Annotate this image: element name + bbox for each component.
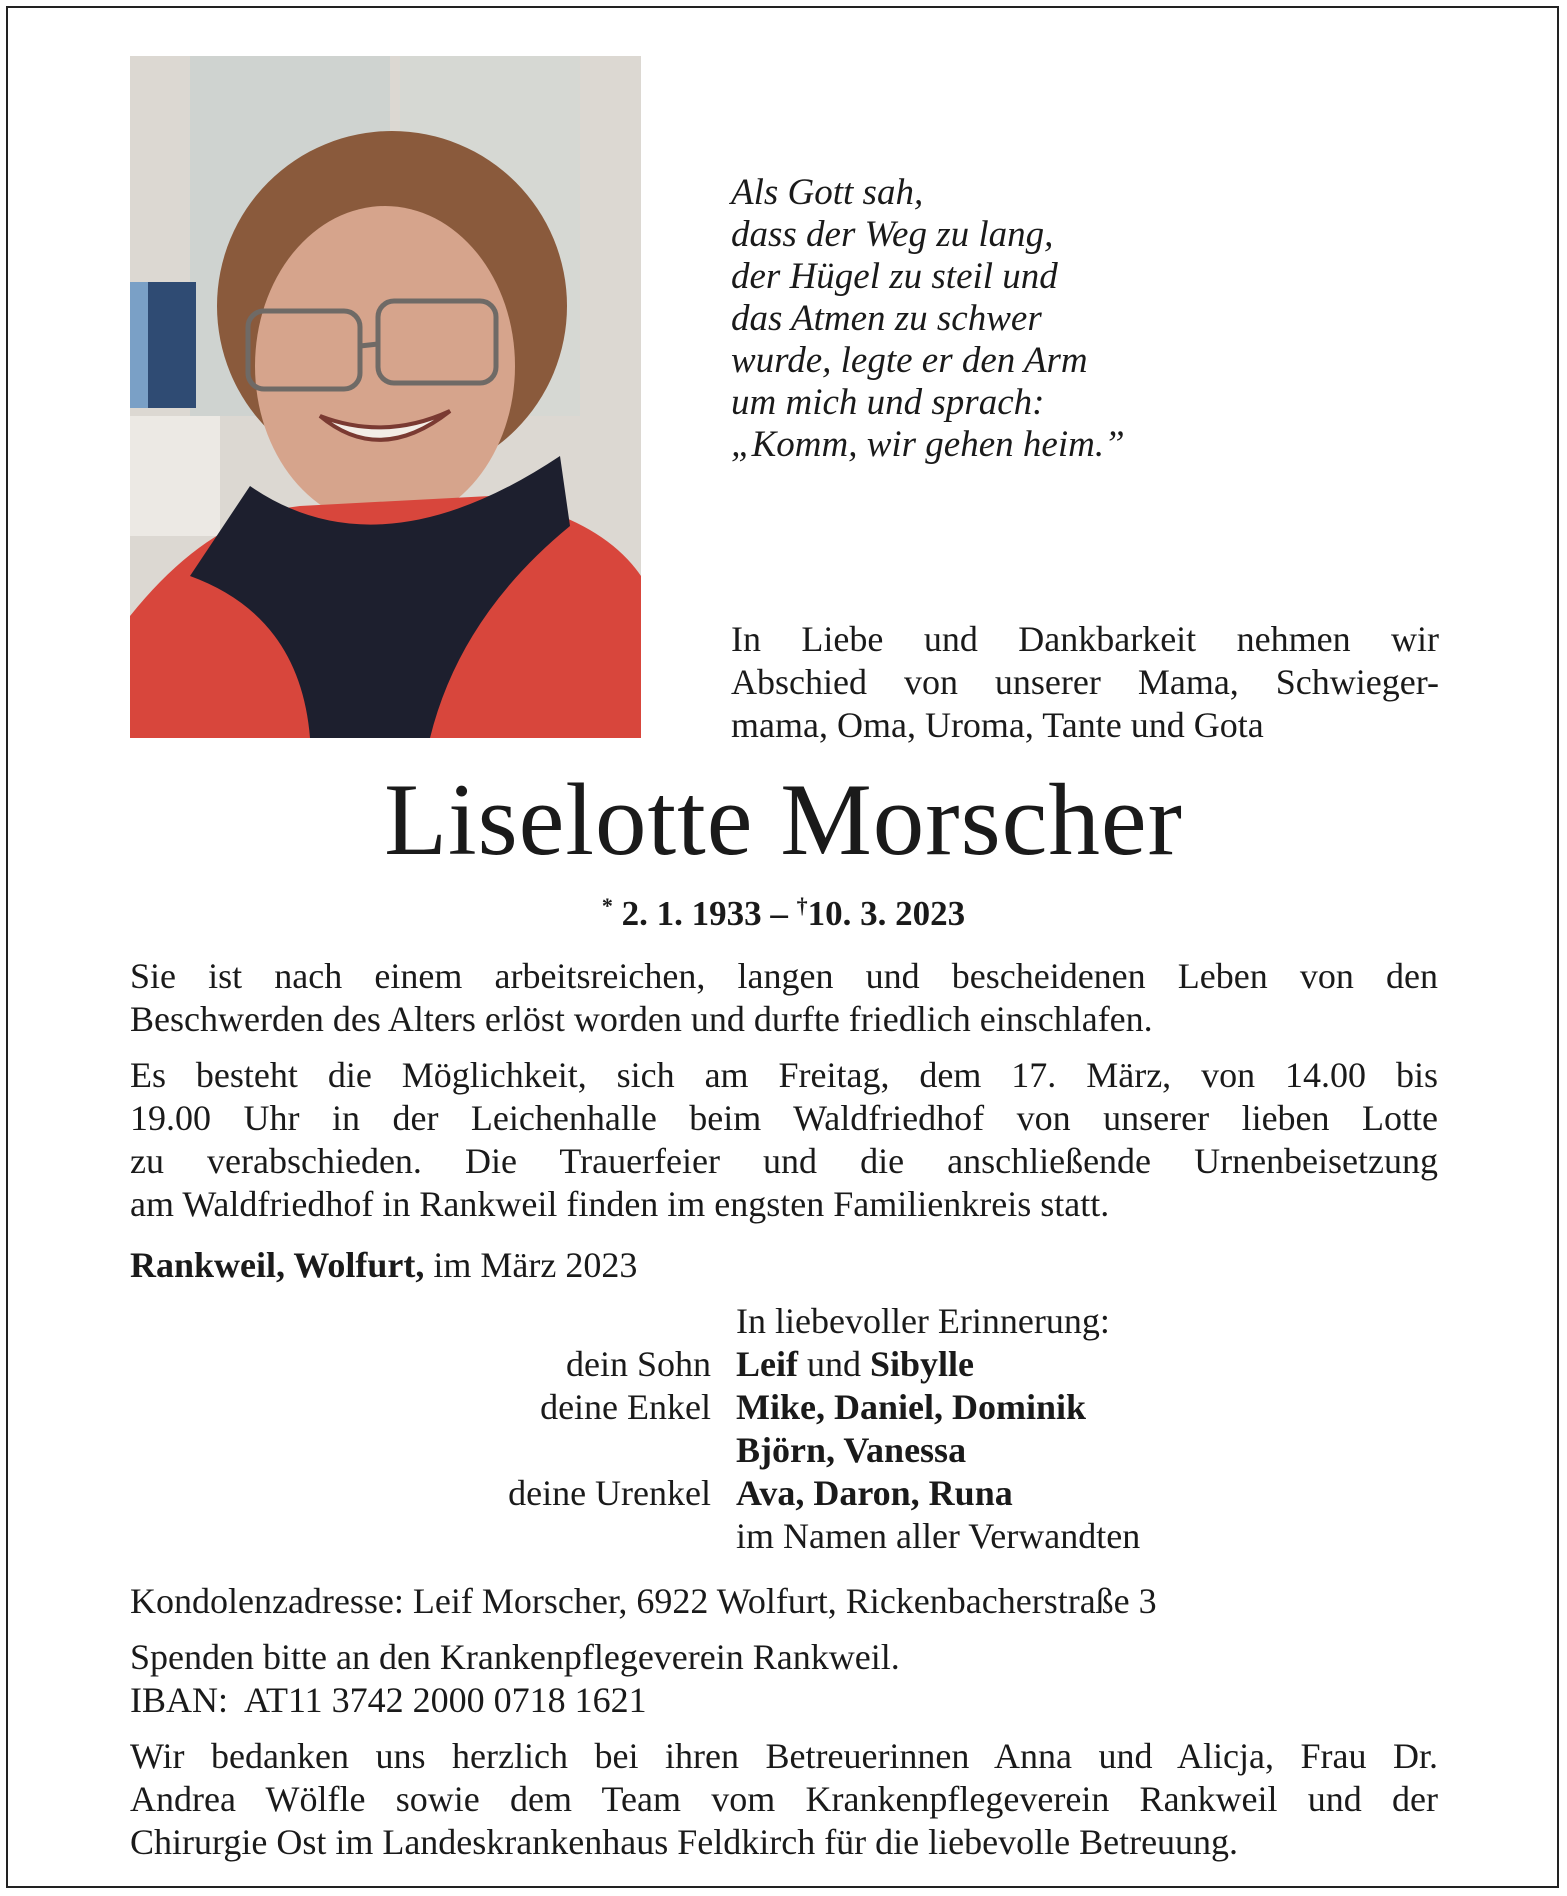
place-month: im März 2023 <box>433 1245 638 1285</box>
donation-line: Spenden bitte an den Krankenpflegeverein Rankweil. <box>130 1637 900 1677</box>
paragraph-farewell <box>130 1054 1438 1226</box>
life-dates <box>0 885 1567 935</box>
condolence-address: Kondolenzadresse: Leif Morscher, 6922 Wolfurt, Rickenbacherstraße 3 <box>130 1581 1157 1621</box>
iban-line <box>130 1679 900 1722</box>
paragraph-line: 19.00 Uhr in der Leichenhalle beim Waldfriedhof von unserer lieben Lotte <box>130 1098 1438 1138</box>
iban-label: IBAN: <box>130 1680 228 1720</box>
death-symbol: † <box>796 893 808 918</box>
family-relation: deine Enkel <box>540 1387 711 1427</box>
paragraph-thanks <box>130 1735 1438 1864</box>
paragraph-line: Andrea Wölfle sowie dem Team vom Krankenpflegeverein Rankweil und der <box>130 1779 1438 1819</box>
place-location: Rankweil, Wolfurt, <box>130 1245 425 1285</box>
paragraph-line: Beschwerden des Alters erlöst worden und durfte friedlich einschlafen. <box>130 999 1153 1039</box>
poem-line: das Atmen zu schwer <box>731 298 1042 339</box>
paragraph-line: am Waldfriedhof in Rankweil finden im engsten Familienkreis statt. <box>130 1184 1110 1224</box>
intro-text <box>731 618 1439 747</box>
poem <box>731 172 1381 466</box>
family-names <box>736 1386 1086 1429</box>
family-name: Sibylle <box>869 1344 975 1384</box>
family-heading: In liebevoller Erinnerung: <box>736 1301 1110 1341</box>
family-name: Ava, Daron, Runa <box>736 1473 1013 1513</box>
donation-info <box>130 1636 900 1722</box>
portrait-illustration <box>130 56 641 738</box>
poem-line: um mich und sprach: <box>731 382 1045 423</box>
intro-line: In Liebe und Dankbarkeit nehmen wir <box>731 619 1439 659</box>
intro-line: mama, Oma, Uroma, Tante und Gota <box>731 705 1264 745</box>
family-names <box>736 1429 966 1472</box>
date-dash: – <box>770 894 788 933</box>
paragraph-line: Wir bedanken uns herzlich bei ihren Betreuerinnen Anna und Alicja, Frau Dr. <box>130 1736 1438 1776</box>
paragraph-line: Sie ist nach einem arbeitsreichen, langen und bescheidenen Leben von den <box>130 956 1438 996</box>
paragraph-line: zu verabschieden. Die Trauerfeier und die anschließende Urnenbeisetzung <box>130 1141 1438 1181</box>
deceased-name: Liselotte Morscher <box>384 763 1183 877</box>
family-joiner: und <box>806 1344 861 1384</box>
poem-line: dass der Weg zu lang, <box>731 214 1054 255</box>
family-relation: deine Urenkel <box>508 1473 711 1513</box>
iban-number: AT11 3742 2000 0718 1621 <box>244 1680 647 1720</box>
family-name: Björn, Vanessa <box>736 1430 967 1470</box>
family-relation: dein Sohn <box>565 1344 711 1384</box>
intro-line: Abschied von unserer Mama, Schwieger- <box>731 662 1439 702</box>
paragraph-line: Es besteht die Möglichkeit, sich am Freitag, dem 17. März, von 14.00 bis <box>130 1055 1438 1095</box>
poem-line: wurde, legte er den Arm <box>731 340 1088 381</box>
birth-date: 2. 1. 1933 <box>621 894 762 933</box>
poem-line: Als Gott sah, <box>731 172 924 213</box>
death-date: 10. 3. 2023 <box>807 894 966 933</box>
family-name: Leif <box>736 1344 798 1384</box>
poem-line: „Komm, wir gehen heim.” <box>731 424 1125 465</box>
birth-symbol: * <box>601 893 613 918</box>
place-date <box>130 1244 637 1287</box>
paragraph-life <box>130 955 1438 1041</box>
family-signoff: im Namen aller Verwandten <box>736 1516 1141 1556</box>
paragraph-line: Chirurgie Ost im Landeskrankenhaus Feldkirch für die liebevolle Betreuung. <box>130 1822 1239 1862</box>
family-names <box>736 1343 974 1386</box>
family-names <box>736 1472 1013 1515</box>
poem-line: der Hügel zu steil und <box>731 256 1058 297</box>
family-name: Mike, Daniel, Dominik <box>736 1387 1087 1427</box>
portrait-photo <box>130 56 641 738</box>
